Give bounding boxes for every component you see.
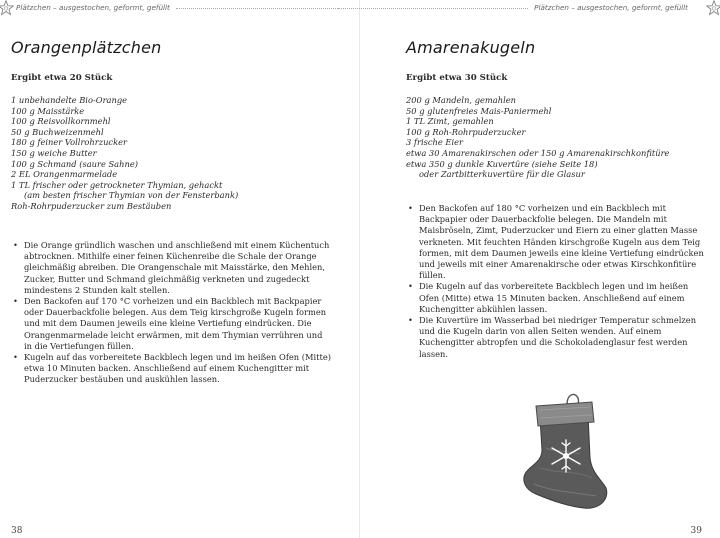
ingredient-item: 1 TL frischer oder getrockneter Thymian, gehackt bbox=[11, 179, 223, 190]
star-icon bbox=[0, 0, 14, 16]
ingredient-item: 100 g Reisvollkornmehl bbox=[11, 116, 111, 127]
running-header-text: Plätzchen – ausgestochen, geformt, gefüllt bbox=[16, 3, 170, 12]
page-number: 38 bbox=[11, 526, 23, 536]
recipe-yield: Ergibt etwa 20 Stück bbox=[11, 73, 113, 83]
instruction-text: Die Orange gründlich waschen und anschließend mit einem Küchentuch abtrocknen. Mithilfe einer feinen Küchenreibe die Schale der Orange gleichmäßig abreiben. Die Orangenschale mit Maisstärke, den Mehlen, Zucker, Butter und Schmand gleichmäßig verkneten und zugedeckt mindestens 2 Stunden kalt stellen. bbox=[24, 240, 330, 295]
ingredient-item: 150 g weiche Butter bbox=[11, 147, 97, 158]
header-rule bbox=[338, 8, 528, 9]
ingredient-item: Roh-Rohrpuderzucker zum Bestäuben bbox=[11, 200, 172, 211]
instruction-step bbox=[406, 281, 708, 315]
instruction-list bbox=[406, 203, 708, 360]
bullet: • bbox=[13, 240, 18, 250]
christmas-stocking-icon bbox=[510, 388, 628, 513]
recipe-yield: Ergibt etwa 30 Stück bbox=[406, 73, 508, 83]
recipe-title: Orangenplätzchen bbox=[11, 38, 162, 57]
instruction-step bbox=[11, 240, 333, 296]
instruction-text: Den Backofen auf 180 °C vorheizen und ein Backblech mit Backpapier oder Dauerbackfolie belegen. Die Mandeln mit Maisbröseln, Zimt, Puderzucker und Eiern zu einer glatten Masse verkneten. Mit feuchten Händen kirschgroße Kugeln aus dem Teig formen, mit dem Daumen jeweils eine kleine Vertiefung eindrücken und jeweils mit einer Amarenakirsche oder etwas Kirschkonfitüre füllen. bbox=[419, 203, 704, 281]
ingredient-item: 200 g Mandeln, gemahlen bbox=[406, 95, 516, 105]
ingredient-item: 1 unbehandelte Bio-Orange bbox=[11, 95, 128, 105]
ingredient-list bbox=[406, 95, 706, 180]
bullet: • bbox=[408, 281, 413, 292]
instruction-text: Die Kuvertüre im Wasserbad bei niedriger Temperatur schmelzen und die Kugeln darin von allen Seiten wenden. Auf einem Kuchengitter abtropfen und die Schokoladenglasur fest werden lassen. bbox=[419, 315, 697, 359]
bullet: • bbox=[13, 352, 18, 363]
star-icon bbox=[706, 0, 720, 16]
running-header-text: Plätzchen – ausgestochen, geformt, gefüllt bbox=[534, 3, 688, 12]
bullet: • bbox=[408, 315, 413, 326]
ingredient-item: (am besten frischer Thymian von der Fensterbank) bbox=[24, 190, 239, 201]
recipe-title: Amarenakugeln bbox=[406, 38, 536, 57]
instruction-list bbox=[11, 240, 333, 386]
instruction-step bbox=[406, 315, 708, 360]
instruction-text: Kugeln auf das vorbereitete Backblech legen und im heißen Ofen (Mitte) etwa 10 Minuten backen. Anschließend auf einem Kuchengitter mit Puderzucker bestäuben und auskühlen lassen. bbox=[24, 352, 331, 385]
ingredient-list bbox=[11, 95, 341, 212]
ingredient-item: 100 g Roh-Rohrpuderzucker bbox=[406, 126, 526, 137]
instruction-text: Die Kugeln auf das vorbereitete Backblech legen und im heißen Ofen (Mitte) etwa 15 Minuten backen. Anschließend auf einem Kuchengitter abkühlen lassen. bbox=[419, 281, 689, 314]
ingredient-item: 100 g Schmand (saure Sahne) bbox=[11, 158, 138, 169]
ingredient-item: etwa 350 g dunkle Kuvertüre (siehe Seite 18) bbox=[406, 158, 598, 169]
running-header bbox=[16, 3, 366, 12]
page-number: 39 bbox=[690, 526, 702, 536]
instruction-step bbox=[11, 296, 333, 352]
ingredient-item: 50 g Buchweizenmehl bbox=[11, 126, 104, 137]
ingredient-item: etwa 30 Amarenakirschen oder 150 g Amarenakirschkonfitüre bbox=[406, 147, 670, 158]
ingredient-item: 50 g glutenfreies Mais-Paniermehl bbox=[406, 105, 552, 116]
running-header bbox=[338, 3, 688, 12]
ingredient-item: 180 g feiner Vollrohrzucker bbox=[11, 137, 127, 148]
instruction-step bbox=[406, 203, 708, 281]
bullet: • bbox=[13, 296, 18, 307]
right-page bbox=[360, 0, 720, 538]
ingredient-item: 2 EL Orangenmarmelade bbox=[11, 169, 118, 180]
ingredient-item: oder Zartbitterkuvertüre für die Glasur bbox=[419, 169, 585, 180]
bullet: • bbox=[408, 203, 413, 213]
instruction-text: Den Backofen auf 170 °C vorheizen und ein Backblech mit Backpapier oder Dauerbackfolie belegen. Aus dem Teig kirschgroße Kugeln formen und mit dem Daumen jeweils eine kleine Vertiefung eindrücken. Die Orangenmarmelade leicht erwärmen, mit dem Thymian verrühren und in die Vertiefungen füllen. bbox=[24, 296, 327, 351]
ingredient-item: 100 g Maisstärke bbox=[11, 105, 85, 116]
ingredient-item: 1 TL Zimt, gemahlen bbox=[406, 116, 494, 127]
instruction-step bbox=[11, 352, 333, 386]
ingredient-item: 3 frische Eier bbox=[406, 137, 463, 148]
